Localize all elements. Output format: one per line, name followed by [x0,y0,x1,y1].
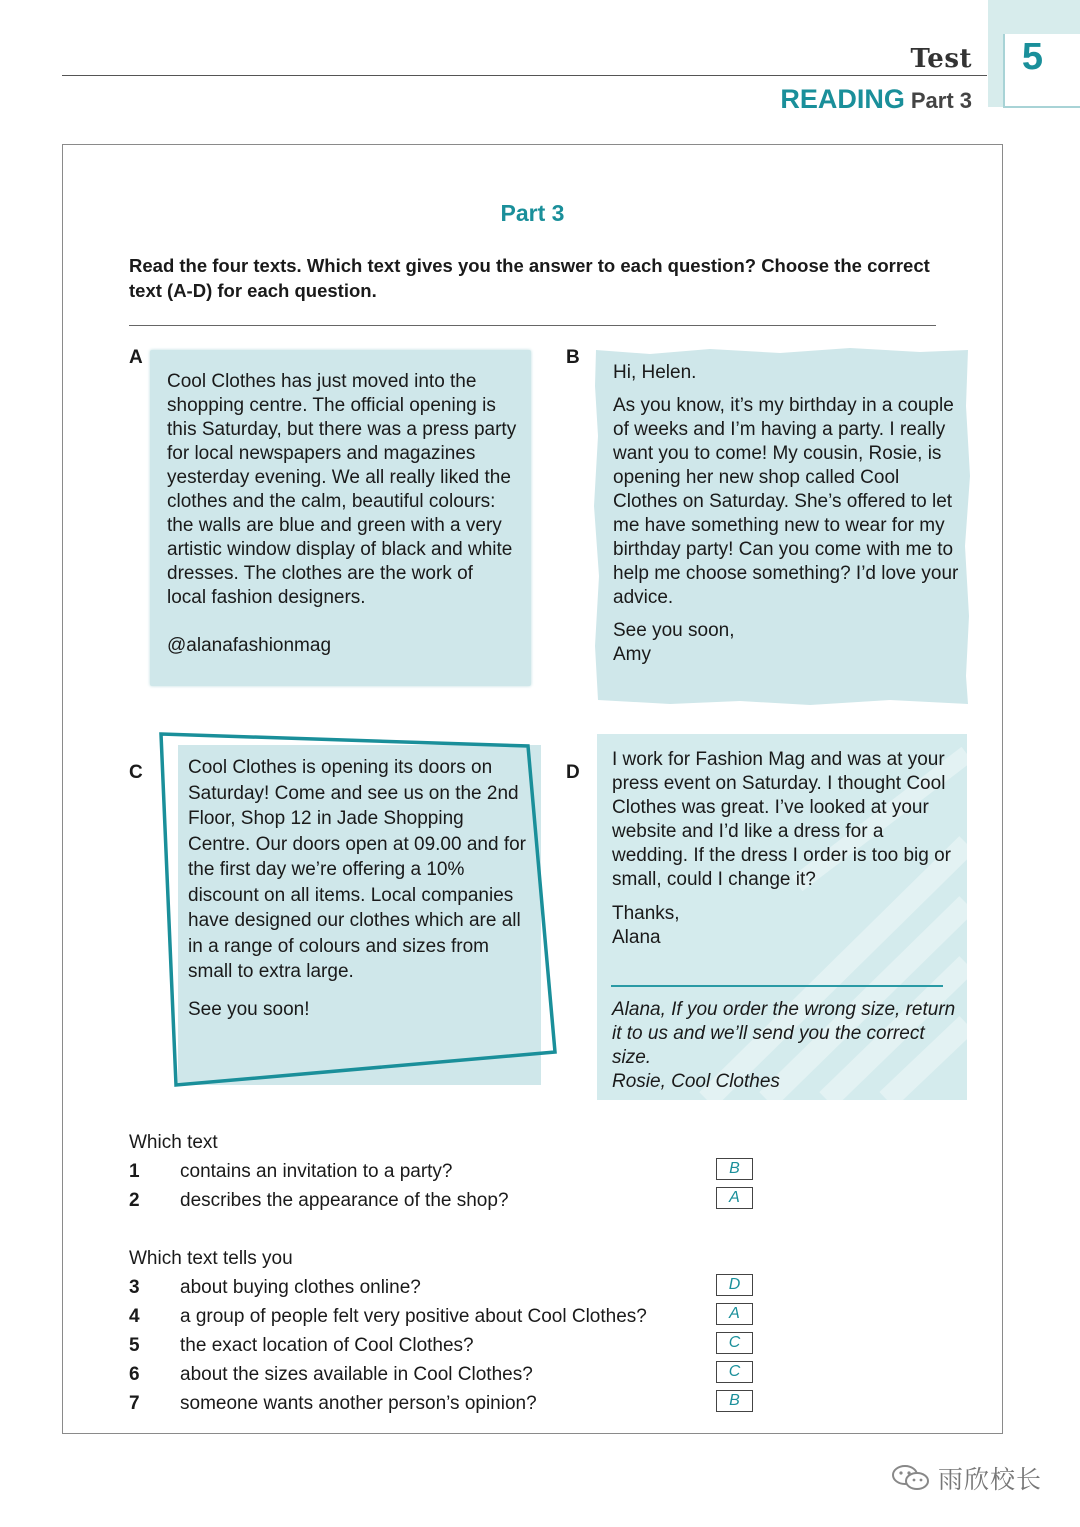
text-d-name: Alana [612,927,661,948]
question-text: about buying clothes online? [180,1277,421,1298]
tab-bottom-line [1003,106,1080,108]
text-b-letter: B [566,347,580,368]
question-number: 5 [129,1335,140,1356]
text-c-body: Cool Clothes is opening its doors on Saturday! Come and see us on the 2nd Floor, Shop 12 in Jade Shopping Centre. Our doors open at 09.00 and for the first day we’re offering a 10% discount on all items. Local companies have designed our clothes which are all in a range of colours and sizes from small to extra large. [188,757,526,982]
answer-box[interactable]: A [716,1187,753,1209]
text-b-name: Amy [613,644,651,665]
section-name: READING [780,84,905,114]
text-b-body-wrap [613,361,963,667]
answer-box[interactable]: B [716,1390,753,1412]
test-label: Test [910,44,972,74]
question-group-heading: Which text tells you [129,1248,293,1269]
question-text: describes the appearance of the shop? [180,1190,509,1211]
text-a-letter: A [129,347,143,368]
tab-top [1003,0,1080,34]
question-number: 1 [129,1161,140,1182]
text-b-greeting: Hi, Helen. [613,362,697,383]
text-d-reply: Alana, If you order the wrong size, return it to us and we’ll send you the correct size. [612,999,956,1068]
text-d-reply-wrap [612,998,957,1094]
question-number: 3 [129,1277,140,1298]
text-b-body: As you know, it’s my birthday in a couple of weeks and I’m having a party. I really want you to come! My cousin, Rosie, is opening her new shop called Cool Clothes on Saturday. She’s offered to let me have something new to wear for my birthday party! Can you come with me to help me choose something? I’d love your advice. [613,395,959,608]
text-d-reply-divider [611,985,943,987]
question-number: 6 [129,1364,140,1385]
answer-box[interactable]: C [716,1332,753,1354]
watermark-text: 雨欣校长 [938,1466,1043,1494]
question-text: the exact location of Cool Clothes? [180,1335,474,1356]
text-a-body: Cool Clothes has just moved into the shopping centre. The official opening is this Saturday, but there was a press party for local newspapers and magazines yesterday evening. We all really liked the clothes and the calm, beautiful colours: the walls are blue and green with a very artistic window display of black and white dresses. The clothes are the work of local fashion designers. [167,371,517,608]
text-d-body: I work for Fashion Mag and was at your press event on Saturday. I thought Cool Clothes was great. I’ve looked at your website and I’d like a dress for a wedding. If the dress I order is too big or small, could I change it? [612,749,952,890]
question-number: 2 [129,1190,140,1211]
text-d-reply-sign: Rosie, Cool Clothes [612,1071,780,1092]
text-a-body-wrap [167,370,517,658]
answer-box[interactable]: B [716,1158,753,1180]
part-title: Part 3 [500,200,565,226]
answer-box[interactable]: D [716,1274,753,1296]
text-b-closing: See you soon, [613,620,735,641]
question-text: someone wants another person’s opinion? [180,1393,537,1414]
section-part: Part 3 [910,88,972,113]
wechat-icon [890,1463,932,1493]
text-c-body-wrap [188,755,528,1022]
tab-fill [988,0,1003,107]
answer-box[interactable]: C [716,1361,753,1383]
text-c-letter: C [129,762,143,783]
instructions: Read the four texts. Which text gives you the answer to each question? Choose the correct text (A-D) for each question. [129,255,930,301]
answer-box[interactable]: A [716,1303,753,1325]
header-rule [62,75,987,76]
text-d-closing: Thanks, [612,903,680,924]
text-a-sign: @alanafashionmag [167,635,332,656]
text-c-closing: See you soon! [188,998,310,1020]
question-text: a group of people felt very positive about Cool Clothes? [180,1306,647,1327]
question-number: 4 [129,1306,140,1327]
question-number: 7 [129,1393,140,1414]
text-d-body-wrap [612,748,957,950]
question-text: about the sizes available in Cool Clothes? [180,1364,533,1385]
divider [129,325,936,326]
tab-side-line [1003,34,1005,108]
question-group-heading: Which text [129,1132,218,1153]
test-number: 5 [1021,36,1044,78]
text-d-letter: D [566,762,580,783]
question-text: contains an invitation to a party? [180,1161,453,1182]
section-heading [780,84,972,115]
